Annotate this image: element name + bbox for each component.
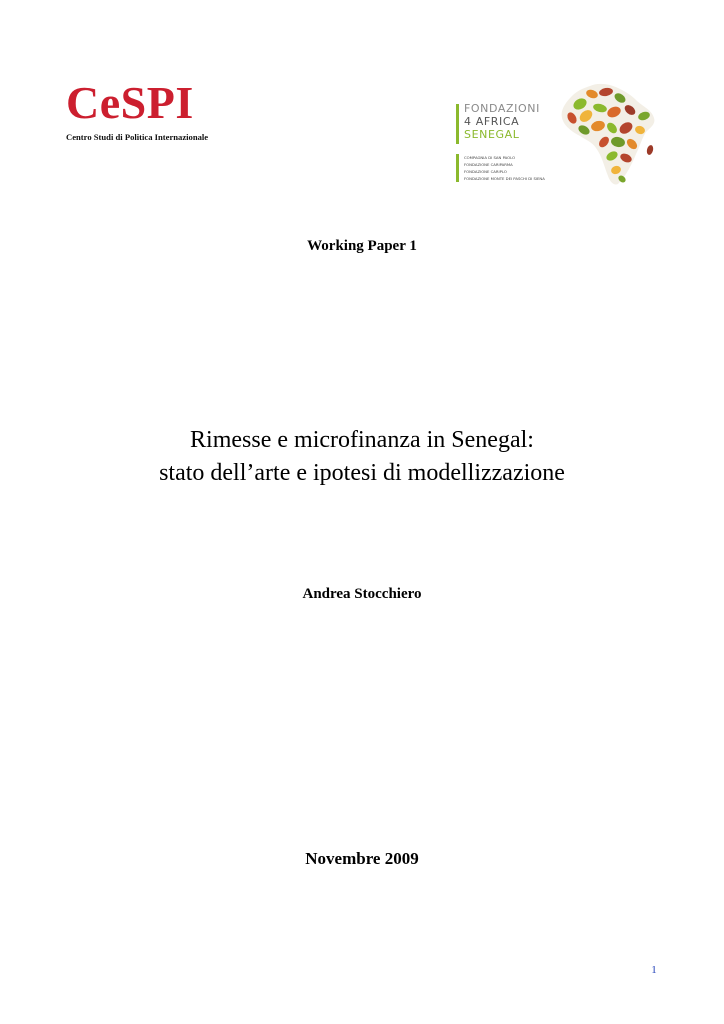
cespi-logo [66, 77, 226, 142]
f4a-wordmark [456, 102, 566, 141]
f4a-foundation-item: COMPAGNIA DI SAN PAOLO [464, 155, 516, 160]
document-title [0, 424, 724, 490]
f4a-foundation-item: FONDAZIONE CARIPLO [464, 169, 507, 174]
f4a-line-3: SENEGAL [464, 128, 520, 141]
f4a-line-1: FONDAZIONI [464, 102, 540, 115]
page-number: 1 [651, 964, 657, 976]
document-date: Novembre 2009 [305, 849, 419, 868]
f4a-accent-bar [456, 104, 459, 144]
f4a-foundations-bar [456, 154, 459, 182]
cespi-logo-wordmark: CeSPI [66, 77, 194, 128]
fondazioni-4-africa-logo [456, 82, 656, 186]
africa-map-icon [560, 82, 656, 186]
f4a-foundation-item: FONDAZIONE CARIPARMA [464, 162, 513, 167]
document-title-line-1: Rimesse e microfinanza in Senegal: [190, 427, 534, 453]
f4a-foundations-list [456, 154, 566, 182]
document-author: Andrea Stocchiero [302, 586, 422, 602]
working-paper-label: Working Paper 1 [307, 238, 417, 254]
f4a-line-2: 4 AFRICA [464, 115, 520, 128]
document-title-line-2: stato dell’arte e ipotesi di modellizzazione [159, 460, 565, 486]
cespi-logo-subtitle: Centro Studi di Politica Internazionale [66, 132, 209, 142]
f4a-foundation-item: FONDAZIONE MONTE DEI PASCHI DI SIENA [464, 176, 545, 181]
